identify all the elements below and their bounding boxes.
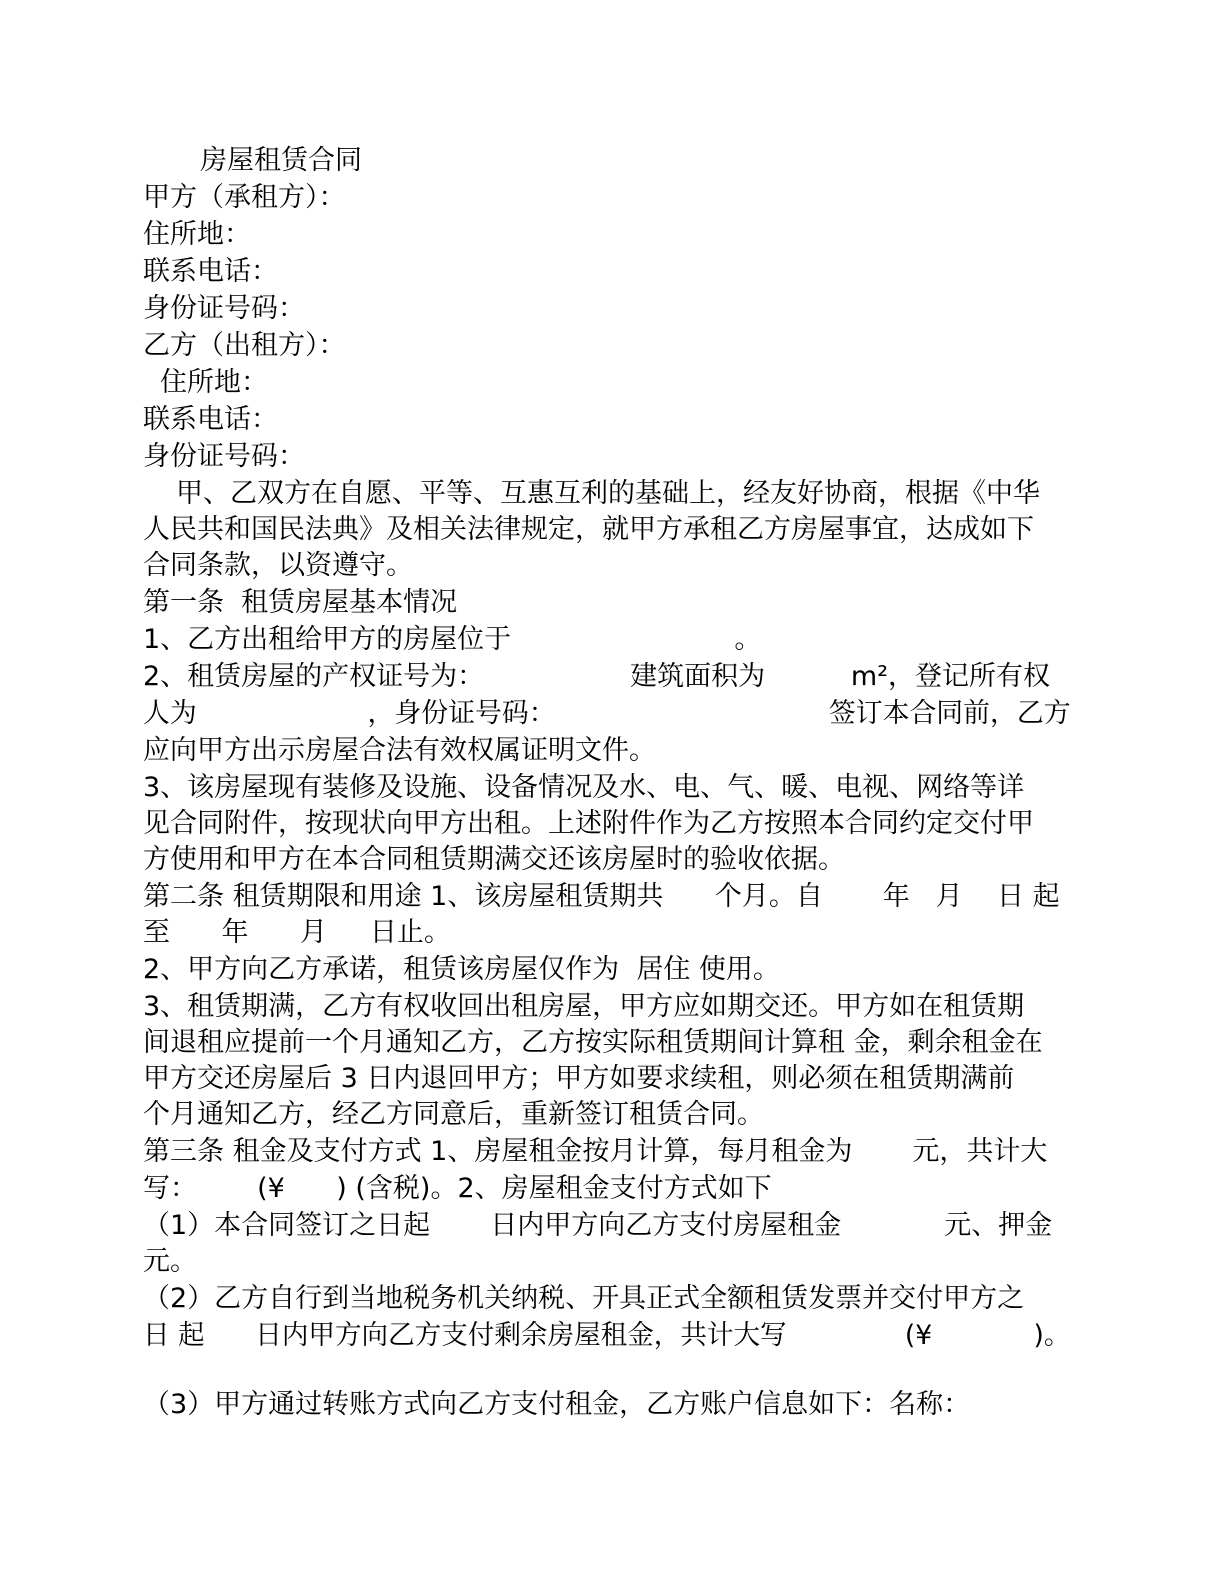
article-2-line: 2、甲方向乙方承诺，租赁该房屋仅作为 居住 使用。	[143, 954, 780, 985]
article-3-line: 写： (¥ ) (含税)。2、房屋租金支付方式如下	[143, 1173, 772, 1204]
preamble-line: 合同条款，以资遵守。	[143, 550, 413, 581]
article-1-line: 2、租赁房屋的产权证号为： 建筑面积为 m²，登记所有权	[143, 661, 1051, 692]
article-3-line: 日 起 日内甲方向乙方支付剩余房屋租金，共计大写 (¥ )。	[143, 1320, 1071, 1351]
party-b-address-label: 住所地：	[160, 367, 268, 398]
article-2-line: 3、租赁期满，乙方有权收回出租房屋，甲方应如期交还。甲方如在租赁期	[143, 991, 1025, 1022]
party-b-id-label: 身份证号码：	[143, 441, 305, 472]
article-2-line: 甲方交还房屋后 3 日内退回甲方；甲方如要求续租，则必须在租赁期满前	[143, 1063, 1015, 1094]
preamble-line: 人民共和国民法典》及相关法律规定，就甲方承租乙方房屋事宜，达成如下	[143, 514, 1034, 545]
party-a-heading: 甲方（承租方）：	[143, 182, 346, 213]
article-1-heading: 第一条 租赁房屋基本情况	[143, 587, 458, 618]
article-2-line: 个月通知乙方，经乙方同意后，重新签订租赁合同。	[143, 1099, 764, 1130]
article-2-line: 至 年 月 日止。	[143, 917, 451, 948]
article-3-line: 元。	[143, 1246, 197, 1277]
preamble-line: 甲、乙双方在自愿、平等、互惠互利的基础上，经友好协商，根据《中华	[176, 478, 1040, 509]
article-3-line: （1）本合同签订之日起 日内甲方向乙方支付房屋租金 元、押金	[143, 1210, 1053, 1241]
party-a-id-label: 身份证号码：	[143, 293, 305, 324]
contract-title: 房屋租赁合同	[200, 145, 362, 176]
article-1-line: 应向甲方出示房屋合法有效权属证明文件。	[143, 735, 656, 766]
article-1-line: 见合同附件，按现状向甲方出租。上述附件作为乙方按照本合同约定交付甲	[143, 808, 1034, 839]
article-3-line: 第三条 租金及支付方式 1、房屋租金按月计算，每月租金为 元，共计大	[143, 1136, 1048, 1167]
article-2-line: 间退租应提前一个月通知乙方，乙方按实际租赁期间计算租 金，剩余租金在	[143, 1027, 1043, 1058]
party-b-heading: 乙方（出租方）：	[143, 330, 346, 361]
party-b-phone-label: 联系电话：	[143, 404, 278, 435]
article-1-line: 方使用和甲方在本合同租赁期满交还该房屋时的验收依据。	[143, 844, 845, 875]
article-3-line: （3）甲方通过转账方式向乙方支付租金，乙方账户信息如下：名称：	[143, 1389, 971, 1420]
article-2-line: 第二条 租赁期限和用途 1、该房屋租赁期共 个月。自 年 月 日 起	[143, 881, 1060, 912]
article-1-line: 3、该房屋现有装修及设施、设备情况及水、电、气、暖、电视、网络等详	[143, 772, 1025, 803]
party-a-phone-label: 联系电话：	[143, 256, 278, 287]
article-1-line: 人为 ，身份证号码： 签订本合同前，乙方	[143, 698, 1071, 729]
article-3-line: （2）乙方自行到当地税务机关纳税、开具正式全额租赁发票并交付甲方之	[143, 1283, 1025, 1314]
article-1-line: 1、乙方出租给甲方的房屋位于 。	[143, 624, 762, 655]
party-a-address-label: 住所地：	[143, 219, 251, 250]
